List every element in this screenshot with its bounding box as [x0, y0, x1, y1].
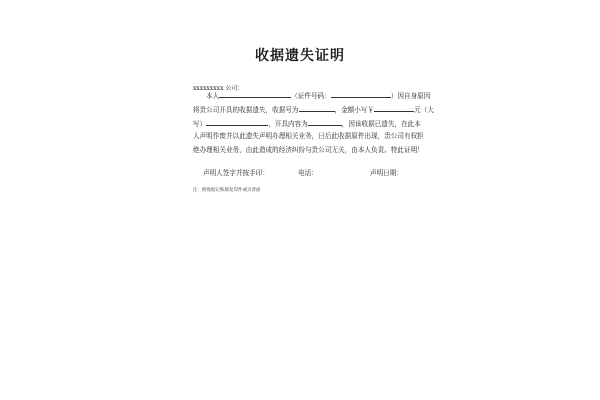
statement-line-3-c: ，因该收据已遗失，在此本: [341, 120, 421, 128]
footnote: 注：附收据记账联复印件或页背面: [193, 188, 261, 193]
statement-line-1-b: （证件号码：: [291, 92, 331, 100]
statement-line-4: 人声明作废并以此遗失声明办理相关业务，日后此收据原件出现，贵公司有权拒: [193, 132, 424, 140]
statement-line-5: 绝办理相关业务，由此造成的经济纠纷与贵公司无关，由本人负责。特此证明！: [193, 146, 424, 154]
addressee: xxxxxxxxx 公司：: [193, 85, 244, 92]
statement-line-1: [193, 90, 451, 101]
statement-line-1-c: ）因自身原因: [390, 92, 431, 100]
phone-label: 电话：: [298, 169, 318, 177]
id-number-blank: [331, 90, 391, 98]
statement-line-3: [193, 118, 438, 129]
receipt-number-blank: [299, 104, 335, 112]
statement-line-2-c: 元（大: [414, 106, 434, 114]
amount-lowercase-blank: [374, 104, 414, 112]
statement-line-3-a: 写）: [193, 120, 207, 128]
name-blank: [219, 90, 291, 98]
statement-line-3-b: ，开具内容为: [268, 120, 308, 128]
statement-line-2-b: ，金额小写￥: [334, 106, 375, 114]
document-title: 收据遗失证明: [255, 48, 345, 64]
declarant-signature-label: 声明人签字并按手印：: [203, 169, 269, 177]
declaration-date-label: 声明日期：: [370, 169, 403, 177]
content-blank: [308, 118, 342, 126]
statement-line-1-a: 本人: [206, 92, 220, 100]
amount-uppercase-blank: [206, 118, 268, 126]
statement-line-2-a: 将贵公司开具的收据遗失，收据号为: [193, 106, 299, 114]
statement-line-2: [193, 104, 438, 115]
